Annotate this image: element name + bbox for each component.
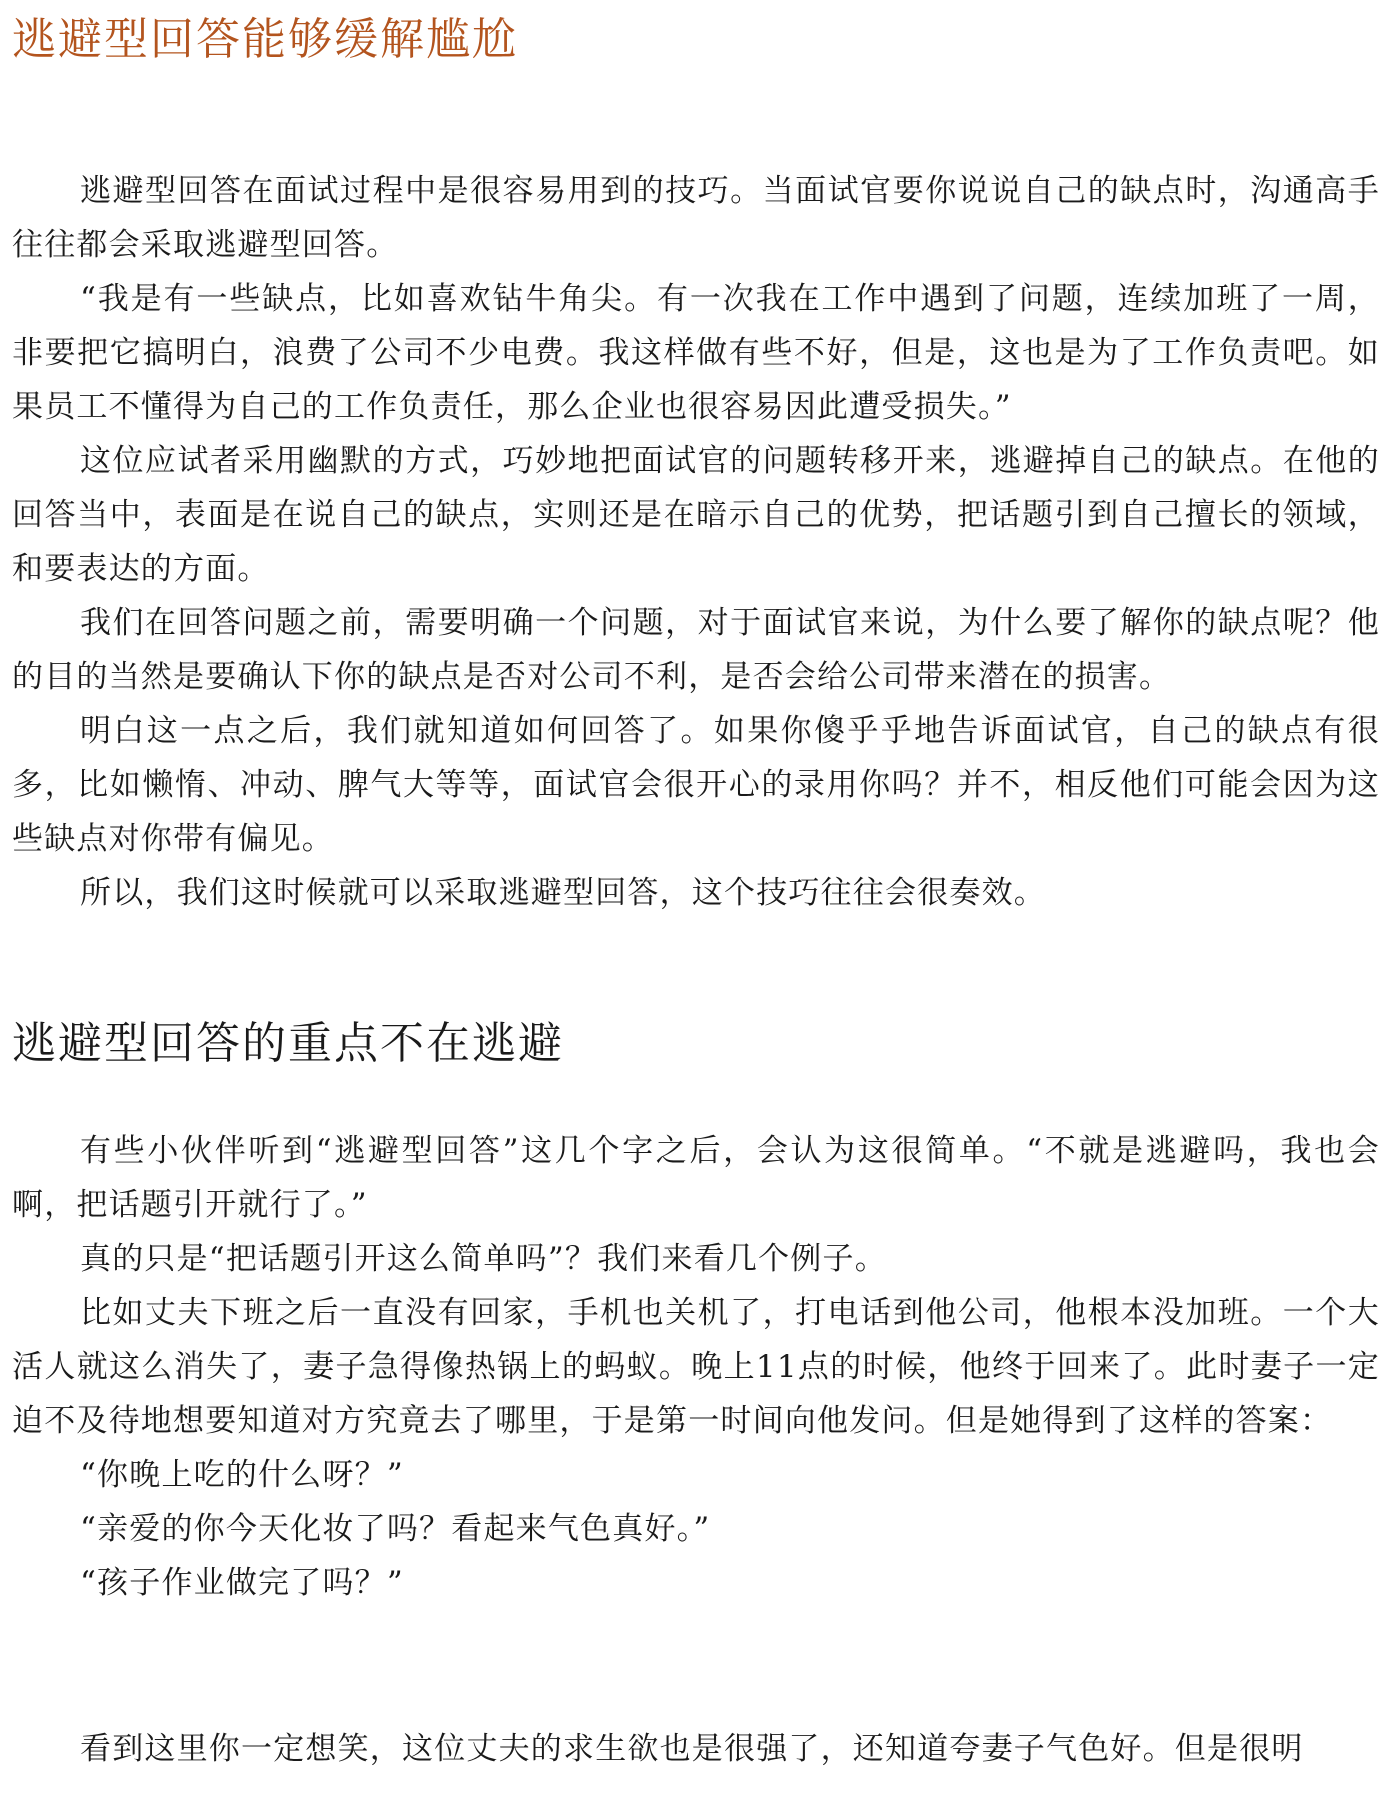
section-heading-focus-not-evasion: 逃避型回答的重点不在逃避 bbox=[12, 1018, 564, 1069]
paragraph: 有些小伙伴听到“逃避型回答”这几个字之后，会认为这很简单。“不就是逃避吗，我也会啊，把话题引开就行了。” bbox=[12, 1133, 1380, 1223]
paragraph: 明白这一点之后，我们就知道如何回答了。如果你傻乎乎地告诉面试官，自己的缺点有很多，比如懒惰、冲动、脾气大等等，面试官会很开心的录用你吗？并不，相反他们可能会因为这些缺点对你带有偏见。 bbox=[12, 713, 1380, 857]
paragraph: 所以，我们这时候就可以采取逃避型回答，这个技巧往往会很奏效。 bbox=[80, 875, 1046, 911]
paragraph-quote: “你晚上吃的什么呀？” bbox=[80, 1457, 404, 1493]
paragraph: 逃避型回答在面试过程中是很容易用到的技巧。当面试官要你说说自己的缺点时，沟通高手往往都会采取逃避型回答。 bbox=[12, 173, 1380, 263]
paragraph: 比如丈夫下班之后一直没有回家，手机也关机了，打电话到他公司，他根本没加班。一个大活人就这么消失了，妻子急得像热锅上的蚂蚁。晚上11点的时候，他终于回来了。此时妻子一定迫不及待地想要知道对方究竟去了哪里，于是第一时间向他发问。但是她得到了这样的答案： bbox=[12, 1295, 1380, 1439]
paragraph-quote: “亲爱的你今天化妆了吗？看起来气色真好。” bbox=[80, 1511, 711, 1547]
section-body-2 bbox=[12, 1124, 1380, 1610]
paragraph-quote: “孩子作业做完了吗？” bbox=[80, 1565, 404, 1601]
paragraph: 真的只是“把话题引开这么简单吗”？我们来看几个例子。 bbox=[80, 1241, 887, 1277]
paragraph-quote: “我是有一些缺点，比如喜欢钻牛角尖。有一次我在工作中遇到了问题，连续加班了一周，非要把它搞明白，浪费了公司不少电费。我这样做有些不好，但是，这也是为了工作负责吧。如果员工不懂得为自己的工作负责任，那么企业也很容易因此遭受损失。” bbox=[12, 281, 1380, 425]
paragraph: 我们在回答问题之前，需要明确一个问题，对于面试官来说，为什么要了解你的缺点呢？他的目的当然是要确认下你的缺点是否对公司不利，是否会给公司带来潜在的损害。 bbox=[12, 605, 1380, 695]
paragraph: 这位应试者采用幽默的方式，巧妙地把面试官的问题转移开来，逃避掉自己的缺点。在他的回答当中，表面是在说自己的缺点，实则还是在暗示自己的优势，把话题引到自己擅长的领域，和要表达的方面。 bbox=[12, 443, 1380, 587]
section-heading-evasive-answers-relieve-awkwardness: 逃避型回答能够缓解尴尬 bbox=[12, 14, 518, 65]
section-body-1 bbox=[12, 164, 1380, 920]
paragraph-trailing: 看到这里你一定想笑，这位丈夫的求生欲也是很强了，还知道夸妻子气色好。但是很明 bbox=[80, 1731, 1304, 1767]
section-body-2-continued bbox=[12, 1722, 1380, 1776]
